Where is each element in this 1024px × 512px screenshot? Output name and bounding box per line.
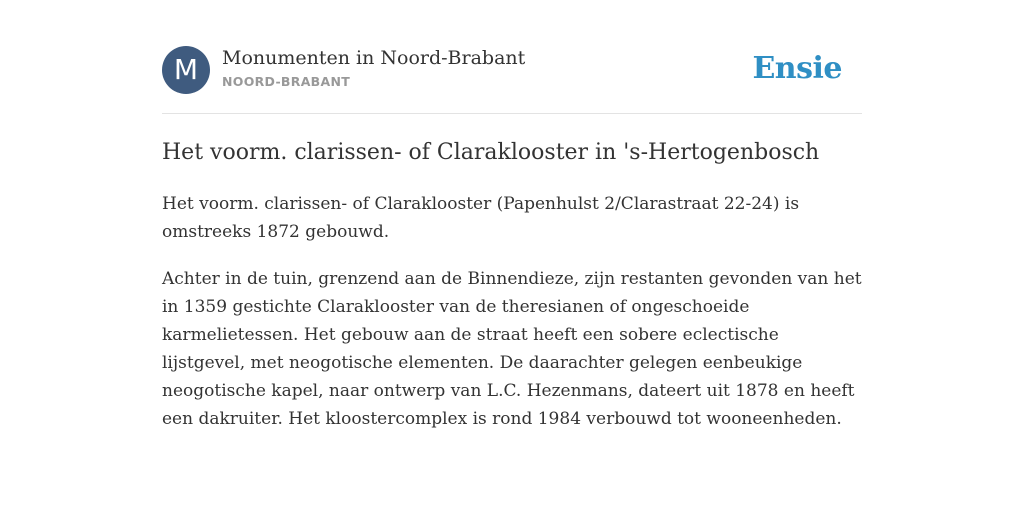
avatar[interactable]: M [162, 46, 210, 94]
article-card [162, 0, 862, 512]
page-title: Het voorm. clarissen- of Claraklooster in 's-Hertogenbosch [162, 140, 820, 165]
divider [162, 113, 862, 114]
header [162, 46, 862, 96]
brand-logo[interactable]: Ensie [752, 51, 842, 86]
site-name-link[interactable]: Monumenten in Noord-Brabant [222, 47, 526, 69]
site-subtitle: NOORD-BRABANT [222, 74, 351, 89]
article-paragraph-2: Achter in de tuin, grenzend aan de Binnendieze, zijn restanten gevonden van het in 1359 gestichte Claraklooster van de theresianen of ongeschoeide karmelietessen. Het gebouw aan de straat heeft een sobere eclectische lijstgevel, met neogotische elementen. De daarachter gelegen eenbeukige neogotische kapel, naar ontwerp van L.C. Hezenmans, dateert uit 1878 en heeft een dakruiter. Het kloostercomplex is rond 1984 verbouwd tot wooneenheden. [162, 269, 862, 429]
article-paragraph-1: Het voorm. clarissen- of Claraklooster (Papenhulst 2/Clarastraat 22-24) is omstreeks 1872 gebouwd. [162, 194, 800, 242]
